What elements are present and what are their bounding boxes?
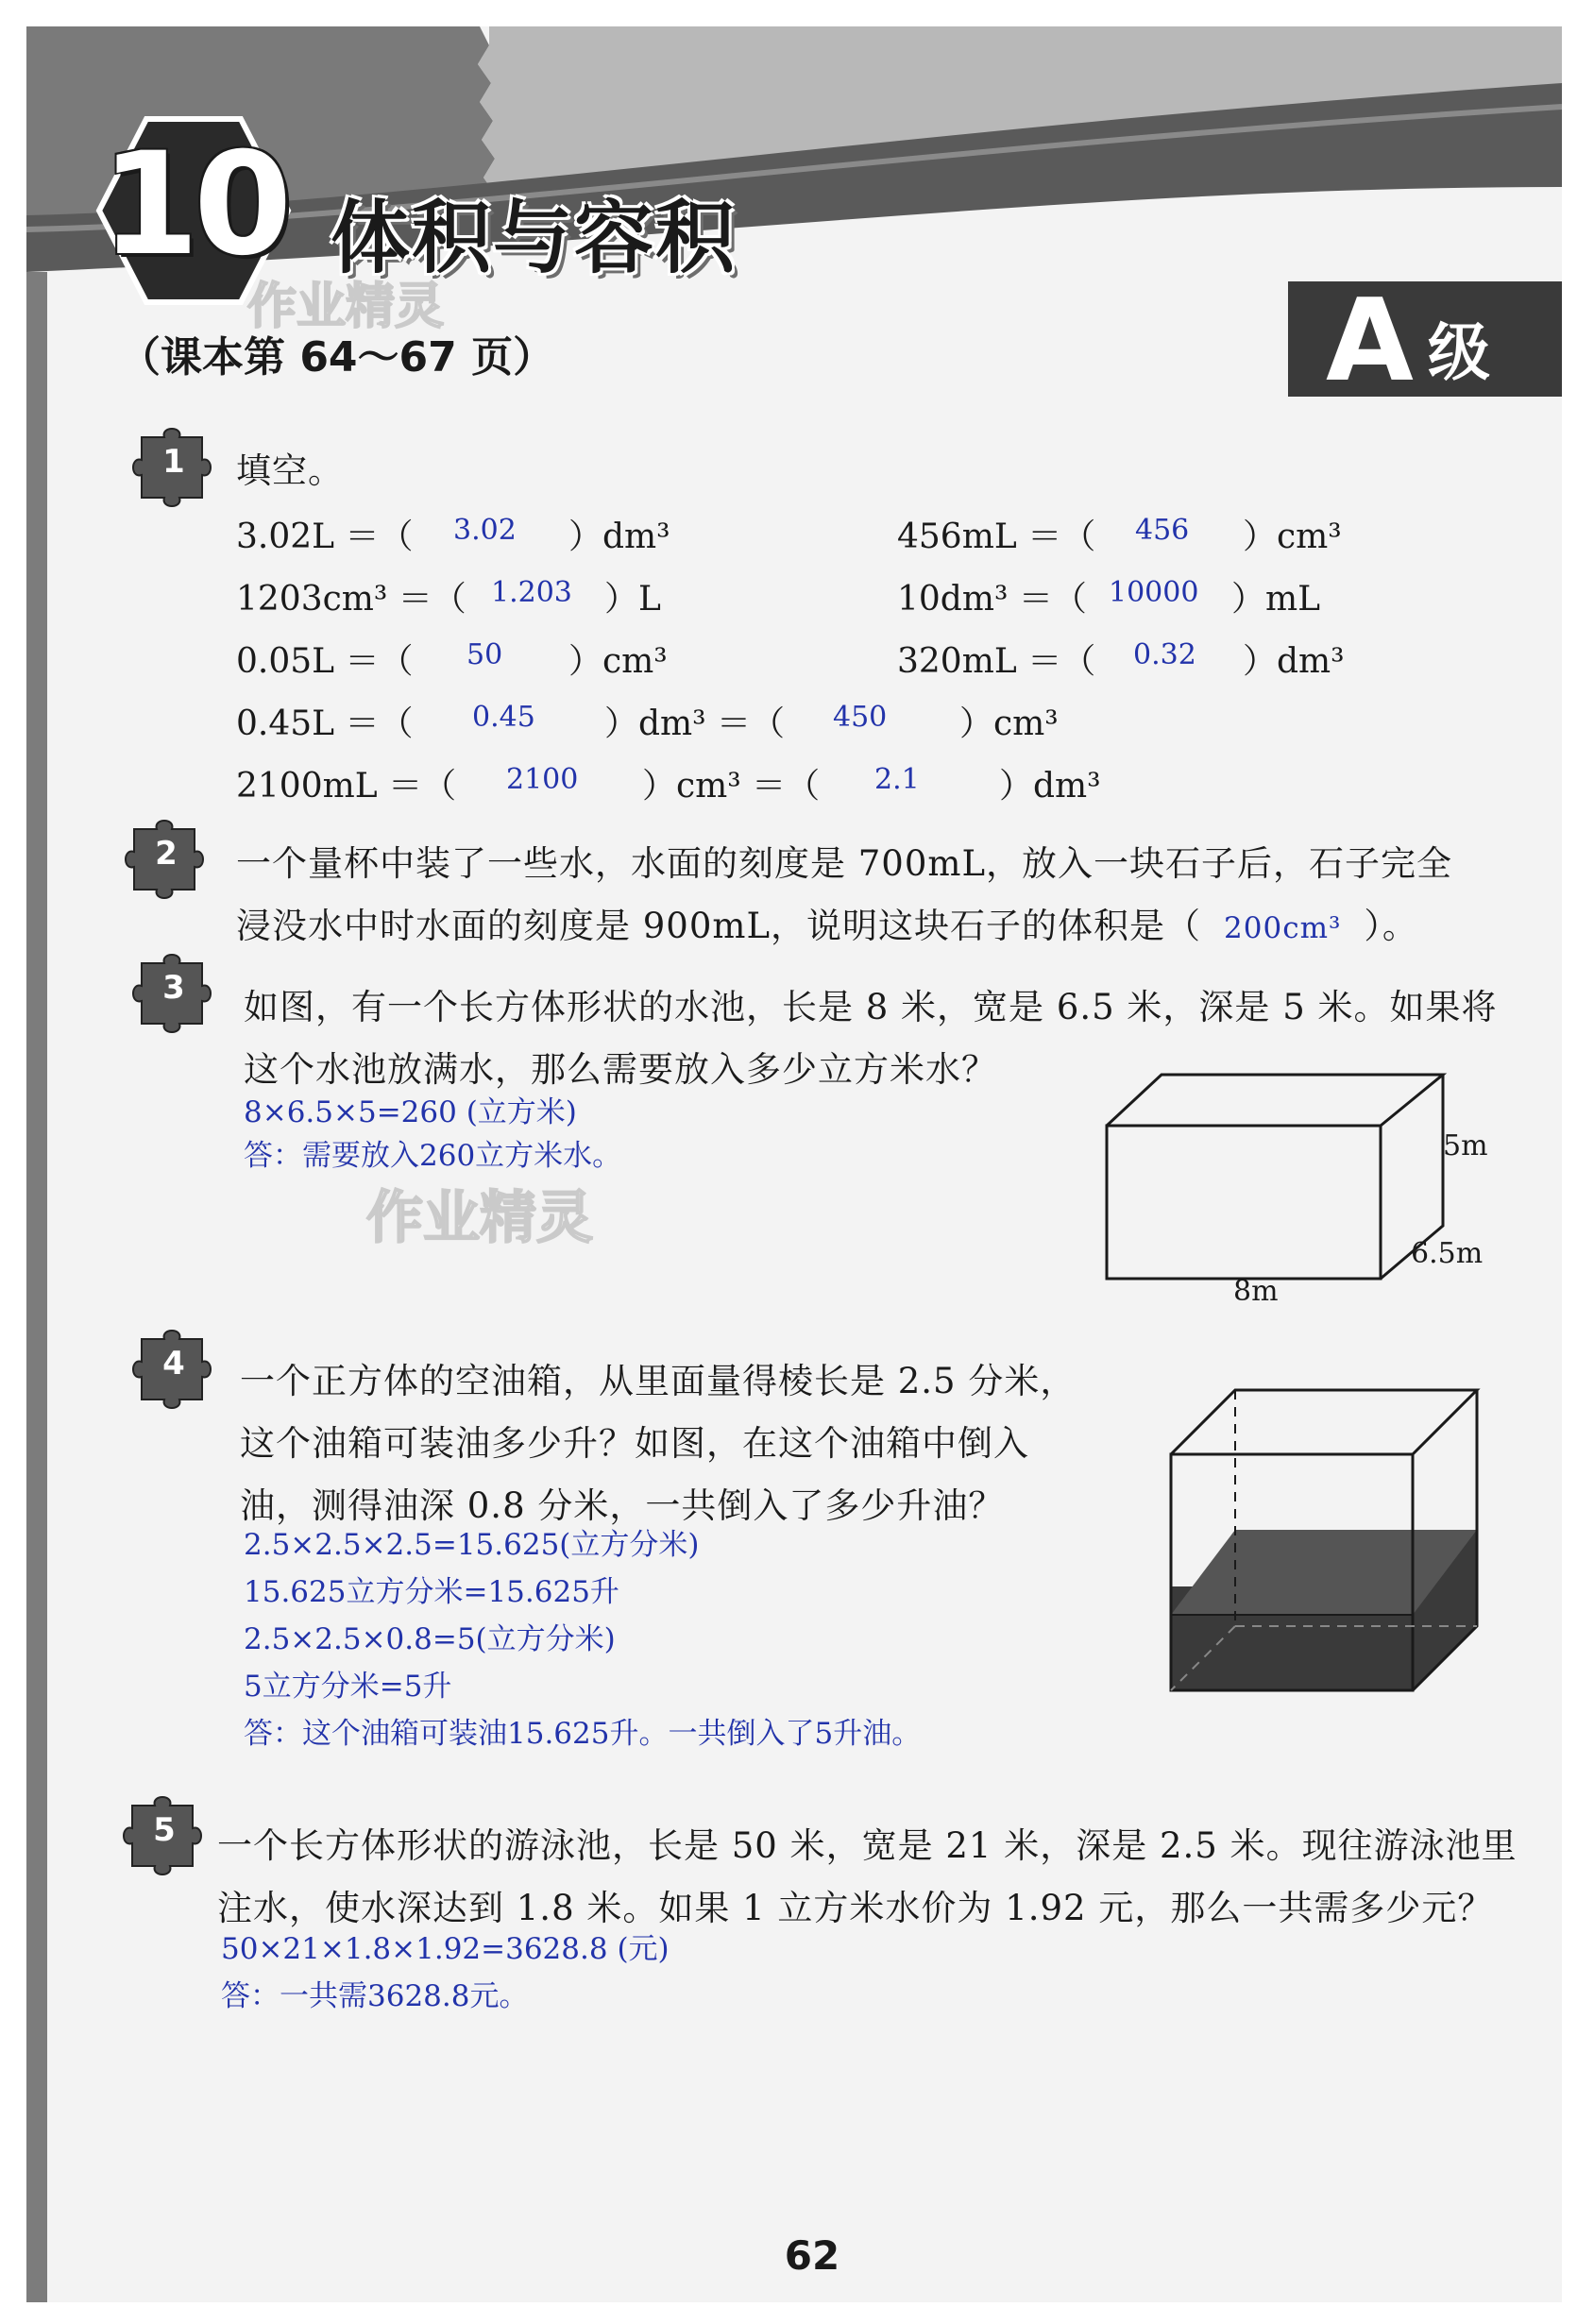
- chapter-title: 体积与容积: [331, 192, 738, 284]
- q1-answer: 10000: [1109, 576, 1199, 609]
- q4-answer-calc3: 2.5×2.5×0.8=5(立方分米): [244, 1622, 616, 1656]
- q1-row-end2: ）mL: [1231, 580, 1321, 619]
- q1-answer: 50: [466, 638, 503, 671]
- figure-label-height: 5m: [1443, 1129, 1488, 1162]
- question-number: 5: [153, 1811, 176, 1849]
- q1-prompt: 填空。: [236, 450, 344, 491]
- q1-row-end2: ）cm³: [1243, 517, 1342, 556]
- q1-answer: 450: [833, 701, 888, 734]
- q3-answer-final: 答：需要放入260立方米水。: [244, 1139, 622, 1173]
- q5-answer-calc: 50×21×1.8×1.92=3628.8 (元): [221, 1932, 670, 1966]
- q1-row-left: 0.05L ＝（: [236, 642, 414, 681]
- q1-row-mid: ）dm³ ＝（: [604, 704, 786, 743]
- q3-line2: 这个水池放满水，那么需要放入多少立方米水？: [244, 1049, 997, 1090]
- q1-row-mid: ）cm³: [568, 642, 668, 681]
- question-number: 1: [162, 443, 185, 481]
- q4-line1: 一个正方体的空油箱，从里面量得棱长是 2.5 分米，: [240, 1361, 1077, 1401]
- q3-line1: 如图，有一个长方体形状的水池，长是 8 米，宽是 6.5 米，深是 5 米。如果将: [244, 987, 1498, 1027]
- q1-row-mid: ）cm³ ＝（: [642, 767, 821, 806]
- level-letter: A: [1326, 276, 1414, 407]
- figure-label-width: 6.5m: [1411, 1237, 1484, 1270]
- level-word: 级: [1428, 316, 1490, 389]
- q4-answer-calc1: 2.5×2.5×2.5=15.625(立方分米): [244, 1528, 700, 1562]
- q1-row-end: ）cm³: [959, 704, 1059, 743]
- q5-line2: 注水，使水深达到 1.8 米。如果 1 立方米水价为 1.92 元，那么一共需多少元？: [217, 1888, 1494, 1928]
- q1-row-left: 2100mL ＝（: [236, 767, 457, 806]
- q1-row-left: 3.02L ＝（: [236, 517, 414, 556]
- q2-line2: [236, 897, 1418, 948]
- q1-row-mid: ）dm³: [568, 517, 670, 556]
- page-number: 62: [784, 2232, 840, 2279]
- q4-answer-final: 答：这个油箱可装油15.625升。一共倒入了5升油。: [244, 1717, 922, 1751]
- q1-answer: 0.32: [1133, 638, 1196, 671]
- q1-row-end: ）dm³: [999, 767, 1101, 806]
- q2-line2-end: ）。: [1364, 906, 1418, 946]
- q1-answer: 456: [1135, 514, 1190, 547]
- watermark: 作业精灵: [366, 1185, 593, 1251]
- q1-row-mid: ）L: [604, 580, 661, 619]
- q2-line2-text: 浸没水中时水面的刻度是 900mL，说明这块石子的体积是（: [236, 906, 1202, 946]
- q1-row-left: 0.45L ＝（: [236, 704, 414, 743]
- q4-line2: 这个油箱可装油多少升？如图，在这个油箱中倒入: [240, 1423, 1029, 1464]
- q4-answer-calc4: 5立方分米=5升: [244, 1670, 452, 1704]
- q1-row-left2: 320mL ＝（: [897, 642, 1096, 681]
- q1-row-left: 1203cm³ ＝（: [236, 580, 466, 619]
- q1-answer: 2.1: [874, 763, 920, 796]
- q2-answer: 200cm³: [1224, 911, 1342, 945]
- q1-answer: 1.203: [491, 576, 572, 609]
- q4-line3: 油，测得油深 0.8 分米，一共倒入了多少升油？: [240, 1485, 1005, 1526]
- q1-row-left2: 10dm³ ＝（: [897, 580, 1087, 619]
- level-badge: [1288, 276, 1562, 407]
- watermark: 作业精灵: [247, 279, 445, 335]
- textbook-page-ref: （课本第 64～67 页）: [119, 333, 555, 382]
- question-number: 4: [162, 1345, 185, 1383]
- q1-row-left2: 456mL ＝（: [897, 517, 1096, 556]
- figure-label-length: 8m: [1233, 1275, 1279, 1308]
- q1-answer: 0.45: [472, 701, 535, 734]
- q5-line1: 一个长方体形状的游泳池，长是 50 米，宽是 21 米，深是 2.5 米。现往游泳池里: [217, 1825, 1518, 1866]
- q3-answer-calc: 8×6.5×5=260 (立方米): [244, 1095, 577, 1129]
- q4-answer-calc2: 15.625立方分米=15.625升: [244, 1575, 619, 1609]
- question-number: 2: [155, 835, 178, 873]
- q2-line1: 一个量杯中装了一些水，水面的刻度是 700mL，放入一块石子后，石子完全: [236, 843, 1453, 884]
- oil-tank-cube-figure: [1162, 1379, 1492, 1700]
- q1-answer: 3.02: [453, 514, 517, 547]
- chapter-number: 10: [100, 123, 287, 287]
- question-number: 3: [162, 969, 185, 1007]
- q5-answer-final: 答：一共需3628.8元。: [221, 1979, 529, 2013]
- q1-answer: 2100: [506, 763, 579, 796]
- q1-row-end2: ）dm³: [1243, 642, 1345, 681]
